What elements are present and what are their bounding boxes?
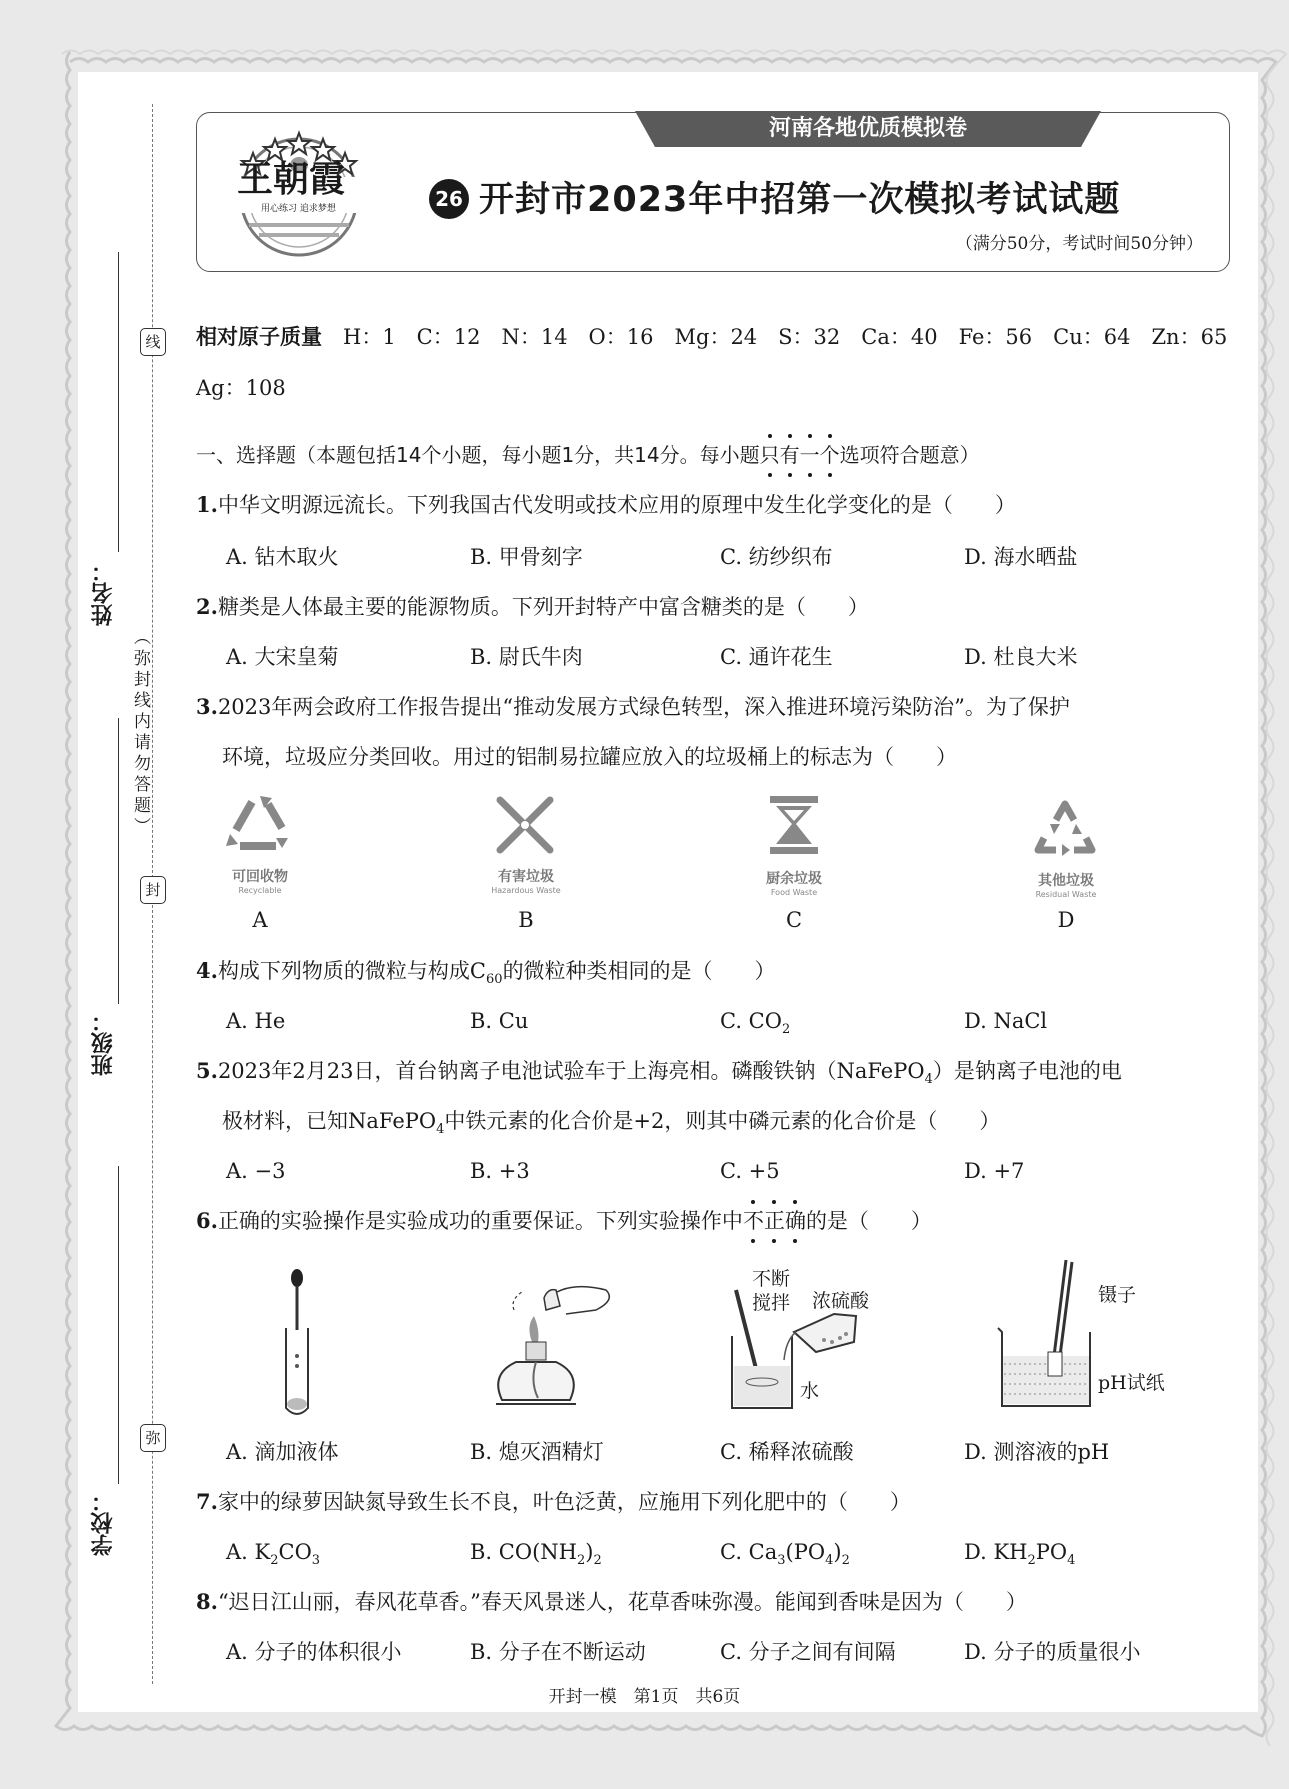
emphasis-dot: [828, 473, 832, 477]
question-text-pre: 构成下列物质的微粒与构成C: [217, 959, 487, 983]
icon-c-caption[interactable]: C: [785, 908, 803, 932]
q5-option-b[interactable]: B. +3: [470, 1159, 530, 1183]
section-heading-pre: 一、选择题（本题包括14个小题，每小题1分，共14分。每小题: [196, 443, 760, 467]
emphasis-char: 不: [743, 1206, 764, 1236]
icon-a-caption[interactable]: A: [252, 908, 268, 932]
question-text: 2023年两会政府工作报告提出“推动发展方式绿色转型，深入推进环境污染防治”。为了保护: [217, 695, 1070, 719]
q2-option-d[interactable]: D. 杜良大米: [964, 645, 1078, 669]
class-label: 班级：: [91, 1010, 116, 1076]
subscript: 3: [777, 1553, 786, 1569]
subscript: 2: [1027, 1553, 1036, 1569]
section-heading: [196, 440, 980, 470]
option-text: B. CO(NH: [470, 1540, 577, 1564]
hazardous-waste-icon[interactable]: [494, 794, 556, 856]
subscript: 4: [1067, 1553, 1076, 1569]
subscript: 4: [924, 1072, 933, 1088]
option-text: C. CO: [720, 1009, 782, 1033]
logo-slogan: 用心练习 追求梦想: [261, 204, 336, 214]
question-3-line2: 环境，垃圾应分类回收。用过的铝制易拉罐应放入的垃圾桶上的标志为（ ）: [222, 745, 957, 769]
question-text: ）是钠离子电池的电: [932, 1059, 1122, 1083]
q6-option-a[interactable]: A. 滴加液体: [226, 1440, 339, 1464]
question-number: 6.: [196, 1208, 218, 1233]
name-label: 姓名：: [91, 560, 116, 626]
option-text: ): [585, 1540, 594, 1564]
alcohol-lamp-figure[interactable]: [486, 1270, 626, 1420]
question-text: 2023年2月23日，首台钠离子电池试验车于上海亮相。磷酸铁钠（NaFePO: [217, 1059, 925, 1083]
emphasis-dot: [788, 473, 792, 477]
question-number: 4.: [196, 958, 218, 983]
question-text: 极材料，已知NaFePO: [222, 1109, 437, 1133]
question-3: [196, 692, 1070, 722]
emphasis-char: 一: [800, 440, 820, 470]
annotation-stir-1: 不断: [752, 1268, 791, 1290]
icon-d-sub: Residual Waste: [1035, 890, 1097, 899]
seal-mark-feng: 封: [140, 876, 166, 904]
option-text: ): [833, 1540, 842, 1564]
question-number: 1.: [196, 492, 218, 517]
annotation-tweezers: 镊子: [1098, 1284, 1137, 1306]
q6-option-d[interactable]: D. 测溶液的pH: [964, 1440, 1110, 1464]
q2-option-a[interactable]: A. 大宋皇菊: [226, 645, 339, 669]
option-text: CO: [278, 1540, 312, 1564]
icon-d-label: 其他垃圾: [1038, 873, 1094, 889]
question-8: [196, 1587, 1027, 1617]
q7-option-d[interactable]: [964, 1537, 1075, 1576]
question-5-line2: [222, 1106, 1000, 1145]
icon-b-label: 有害垃圾: [498, 869, 554, 885]
question-4: [196, 956, 776, 995]
subscript: 2: [841, 1553, 850, 1569]
subscript: 4: [825, 1553, 834, 1569]
question-number: 3.: [196, 694, 218, 719]
subscript: 2: [270, 1553, 279, 1569]
question-7: [196, 1487, 911, 1517]
q7-option-b[interactable]: [470, 1537, 602, 1576]
question-number: 5.: [196, 1058, 218, 1083]
question-text-emphasis: [743, 1209, 806, 1233]
q8-option-c[interactable]: C. 分子之间有间隔: [720, 1640, 896, 1664]
q1-option-b[interactable]: B. 甲骨刻字: [470, 545, 583, 569]
q2-option-b[interactable]: B. 尉氏牛肉: [470, 645, 583, 669]
q1-option-a[interactable]: A. 钻木取火: [226, 545, 339, 569]
q4-option-a[interactable]: A. He: [226, 1009, 286, 1033]
dropper-test-tube-figure[interactable]: [272, 1268, 322, 1418]
q1-option-d[interactable]: D. 海水晒盐: [964, 545, 1078, 569]
class-field[interactable]: [118, 718, 119, 1004]
icon-d-caption[interactable]: D: [1057, 908, 1075, 932]
question-text: “迟日江山丽，春风花草香。”春天风景迷人，花草香味弥漫。能闻到香味是因为（ ）: [217, 1590, 1027, 1614]
section-heading-emphasis: [760, 443, 840, 467]
atomic-mass-line1: [196, 322, 1227, 352]
recycle-icon[interactable]: [224, 794, 294, 856]
subscript: 2: [576, 1553, 586, 1569]
seal-mark-xian: 线: [140, 328, 166, 356]
icon-c-label: 厨余垃圾: [766, 871, 822, 887]
emphasis-char: 只: [760, 440, 780, 470]
option-text: (PO: [785, 1540, 826, 1564]
annotation-acid: 浓硫酸: [812, 1290, 870, 1312]
annotation-stir-2: 搅拌: [752, 1292, 791, 1314]
question-number: 8.: [196, 1589, 218, 1614]
q4-option-b[interactable]: B. Cu: [470, 1009, 529, 1033]
page-title: 开封市2023年中招第一次模拟考试试题: [479, 180, 1121, 220]
question-1: [196, 490, 1016, 520]
q5-option-a[interactable]: A. −3: [226, 1159, 286, 1183]
ph-test-figure[interactable]: [990, 1256, 1110, 1416]
q7-option-c[interactable]: [720, 1537, 850, 1576]
icon-a-label: 可回收物: [232, 869, 288, 885]
question-text: 中铁元素的化合价是+2，则其中磷元素的化合价是（ ）: [444, 1109, 1001, 1133]
page-subtitle: （满分50分，考试时间50分钟）: [955, 234, 1203, 254]
question-number: 2.: [196, 594, 218, 619]
emphasis-char: 有: [780, 440, 800, 470]
q6-option-c[interactable]: C. 稀释浓硫酸: [720, 1440, 854, 1464]
atomic-mass-values: H：1 C：12 N：14 O：16 Mg：24 S：32 Ca：40 Fe：56 Cu：64 Zn：65: [343, 325, 1228, 349]
q6-option-b[interactable]: B. 熄灭酒精灯: [470, 1440, 604, 1464]
page-footer: 开封一模 第1页 共6页: [548, 1687, 741, 1707]
atomic-mass-line2: Ag：108: [196, 376, 286, 400]
header: [196, 112, 1230, 272]
seal-mark-mi: 弥: [140, 1424, 166, 1452]
atomic-mass-label: 相对原子质量: [196, 325, 322, 349]
option-text: A. K: [226, 1540, 271, 1564]
q1-option-c[interactable]: C. 纺纱织布: [720, 545, 833, 569]
school-field[interactable]: [118, 1166, 119, 1484]
subscript: 2: [781, 1022, 791, 1038]
q7-option-a[interactable]: [226, 1537, 320, 1576]
question-6: [196, 1206, 932, 1236]
question-text-pre: 正确的实验操作是实验成功的重要保证。下列实验操作中: [217, 1209, 743, 1233]
option-text: PO: [1035, 1540, 1068, 1564]
question-number: 7.: [196, 1489, 218, 1514]
q8-option-d[interactable]: D. 分子的质量很小: [964, 1640, 1141, 1664]
title-row: [429, 173, 1229, 227]
icon-c-sub: Food Waste: [770, 888, 818, 897]
option-text: D. KH: [964, 1540, 1028, 1564]
subscript: 60: [486, 972, 503, 988]
emphasis-dot: [808, 473, 812, 477]
q8-option-b[interactable]: B. 分子在不断运动: [470, 1640, 646, 1664]
school-label: 学校：: [91, 1490, 116, 1556]
paper-number-badge: 26: [429, 179, 469, 219]
logo-name: 王朝霞: [237, 158, 346, 200]
subscript: 2: [593, 1553, 602, 1569]
question-text-post: 的微粒种类相同的是（ ）: [502, 959, 776, 983]
binding-note: （弥封线内请勿答题）: [130, 628, 150, 838]
name-field[interactable]: [118, 252, 119, 552]
banner-title: 河南各地优质模拟卷: [768, 116, 967, 141]
question-text-post: 的是（ ）: [805, 1209, 932, 1233]
emphasis-char: 个: [820, 440, 840, 470]
q5-option-d[interactable]: D. +7: [964, 1159, 1025, 1183]
emphasis-char: 确: [785, 1206, 806, 1236]
question-text: 糖类是人体最主要的能源物质。下列开封特产中富含糖类的是（ ）: [217, 595, 869, 619]
q4-option-c[interactable]: [720, 1006, 790, 1045]
annotation-water: 水: [800, 1380, 820, 1402]
emphasis-char: 正: [764, 1206, 785, 1236]
subscript: 4: [436, 1122, 445, 1138]
section-heading-post: 选项符合题意）: [839, 443, 980, 467]
icon-b-sub: Hazardous Waste: [491, 886, 561, 895]
question-2: [196, 592, 869, 622]
option-text: C. Ca: [720, 1540, 778, 1564]
emphasis-dot: [768, 473, 772, 477]
q8-option-a[interactable]: A. 分子的体积很小: [226, 1640, 402, 1664]
q2-option-c[interactable]: C. 通许花生: [720, 645, 833, 669]
question-5: [196, 1056, 1122, 1095]
q5-option-c[interactable]: C. +5: [720, 1159, 780, 1183]
annotation-ph-paper: pH试纸: [1098, 1372, 1165, 1394]
subscript: 3: [311, 1553, 321, 1569]
icon-b-caption[interactable]: B: [518, 908, 534, 932]
icon-a-sub: Recyclable: [238, 886, 282, 895]
residual-waste-icon[interactable]: [1032, 794, 1098, 860]
question-text: 家中的绿萝因缺氮导致生长不良，叶色泛黄，应施用下列化肥中的（ ）: [217, 1490, 911, 1514]
q4-option-d[interactable]: D. NaCl: [964, 1009, 1048, 1033]
question-text: 中华文明源远流长。下列我国古代发明或技术应用的原理中发生化学变化的是（ ）: [217, 493, 1016, 517]
food-waste-icon[interactable]: [766, 794, 822, 856]
